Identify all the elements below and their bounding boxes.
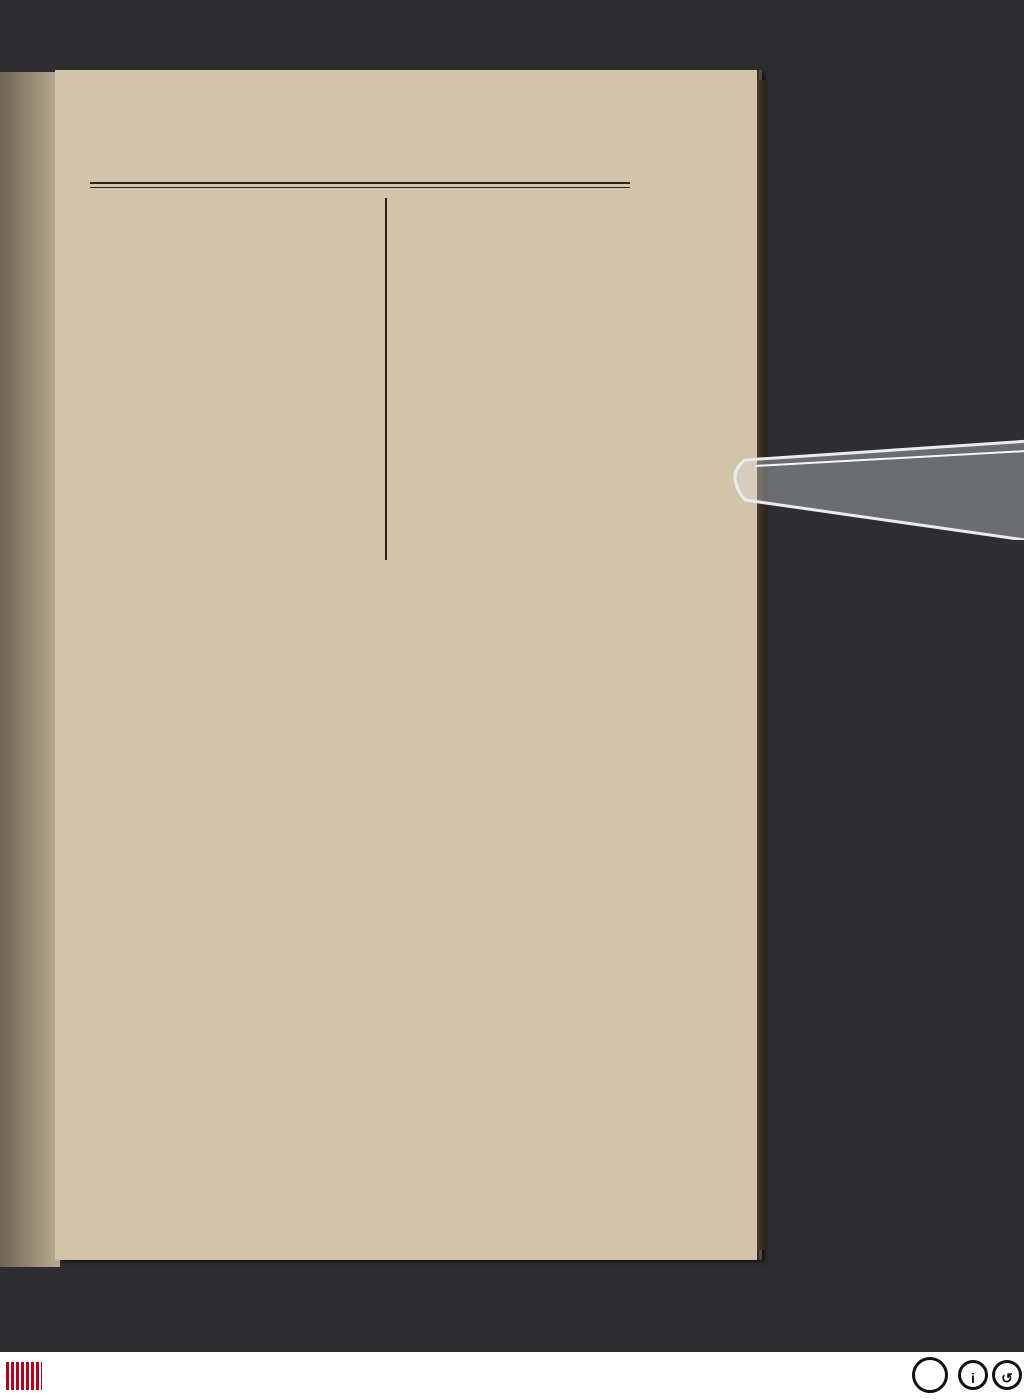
hab-barcode-logo <box>6 1362 42 1390</box>
book-page <box>55 70 757 1260</box>
page-holder-spatula <box>725 420 1024 540</box>
head-rule-thin <box>90 187 630 188</box>
share-alike-icon: ↺ <box>992 1360 1022 1390</box>
footer-bar <box>0 1352 1024 1399</box>
head-rule <box>90 182 630 184</box>
by-attribution-icon: i <box>958 1360 988 1390</box>
cc-license-icon[interactable] <box>912 1357 948 1393</box>
running-head <box>90 78 630 118</box>
facing-page-edge <box>0 72 60 1267</box>
column-divider <box>385 198 387 560</box>
